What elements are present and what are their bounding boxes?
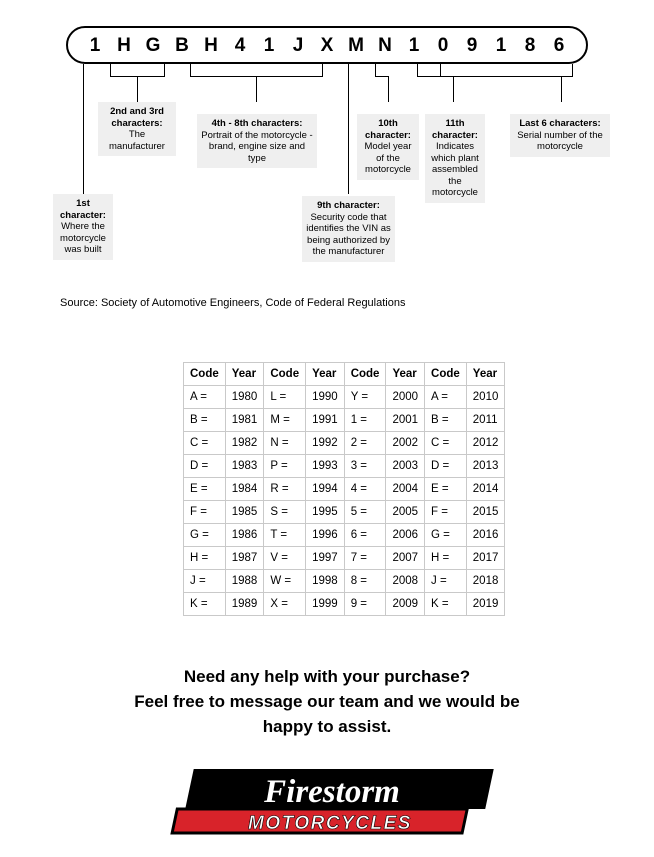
vin-char: H: [117, 34, 131, 56]
note-first-char: [53, 194, 113, 260]
cell-year: 1985: [225, 501, 264, 524]
note-eleventh-char: [425, 114, 485, 203]
cell-year: 2014: [466, 478, 505, 501]
cell-code: E =: [184, 478, 226, 501]
vin-char: G: [145, 34, 161, 56]
cell-code: G =: [184, 524, 226, 547]
cell-year: 1991: [306, 409, 345, 432]
cell-code: 8 =: [344, 570, 386, 593]
cell-year: 1993: [306, 455, 345, 478]
column-header: Year: [386, 363, 425, 386]
cell-year: 2002: [386, 432, 425, 455]
note-body: Security code that identifies the VIN as being authorized by the manufacturer: [306, 211, 391, 257]
cell-year: 2019: [466, 593, 505, 616]
cell-year: 2012: [466, 432, 505, 455]
table-row: [184, 501, 505, 524]
leader-line: [375, 76, 388, 77]
vin-char: 9: [466, 34, 478, 56]
cell-code: E =: [425, 478, 467, 501]
vin-char: 4: [234, 34, 246, 56]
note-tenth-char: [357, 114, 419, 180]
cell-year: 1983: [225, 455, 264, 478]
cell-year: 2004: [386, 478, 425, 501]
cell-code: C =: [184, 432, 226, 455]
cell-code: J =: [425, 570, 467, 593]
leader-line: [190, 64, 191, 76]
logo-graphic: [167, 763, 497, 843]
cell-code: G =: [425, 524, 467, 547]
help-line-1: Need any help with your purchase?: [183, 667, 471, 686]
cell-code: 5 =: [344, 501, 386, 524]
cell-year: 2010: [466, 386, 505, 409]
leader-line: [348, 76, 349, 194]
note-body: Where the motorcycle was built: [60, 221, 106, 255]
cell-year: 2001: [386, 409, 425, 432]
vin-char: H: [204, 34, 218, 56]
cell-year: 1998: [306, 570, 345, 593]
table-header-row: [184, 363, 505, 386]
cell-code: R =: [264, 478, 306, 501]
note-body: Model year of the motorcycle: [364, 141, 412, 175]
cell-code: K =: [425, 593, 467, 616]
cell-year: 1997: [306, 547, 345, 570]
cell-code: S =: [264, 501, 306, 524]
cell-year: 1988: [225, 570, 264, 593]
note-body: Indicates which plant assembled the motorcycle: [431, 141, 479, 198]
cell-year: 2015: [466, 501, 505, 524]
cell-code: F =: [425, 501, 467, 524]
leader-line: [110, 64, 111, 76]
leader-line: [572, 64, 573, 76]
help-line-2: Feel free to message our team and we would be: [134, 692, 520, 711]
note-body: The manufacturer: [109, 129, 165, 152]
vin-char: J: [292, 34, 304, 56]
vin-char: 1: [89, 34, 101, 56]
column-header: Year: [225, 363, 264, 386]
note-body: Serial number of the motorcycle: [517, 129, 603, 152]
leader-line: [83, 76, 84, 194]
leader-line: [322, 64, 323, 76]
cell-year: 2011: [466, 409, 505, 432]
firestorm-motorcycles-logo: [167, 763, 497, 843]
note-title: Last 6 characters:: [519, 118, 601, 129]
column-header: Year: [306, 363, 345, 386]
cell-year: 1980: [225, 386, 264, 409]
column-header: Code: [184, 363, 226, 386]
cell-year: 1986: [225, 524, 264, 547]
column-header: Code: [264, 363, 306, 386]
note-title: 9th character:: [317, 200, 380, 211]
cell-year: 2017: [466, 547, 505, 570]
cell-year: 1996: [306, 524, 345, 547]
cell-year: 2000: [386, 386, 425, 409]
table-row: [184, 547, 505, 570]
cell-code: M =: [264, 409, 306, 432]
cell-year: 1995: [306, 501, 345, 524]
leader-line: [561, 76, 562, 102]
note-title: 10th character:: [365, 118, 411, 141]
cell-year: 1982: [225, 432, 264, 455]
leader-line: [375, 64, 376, 76]
table-row: [184, 455, 505, 478]
cell-code: A =: [425, 386, 467, 409]
leader-line: [440, 76, 573, 77]
cell-code: A =: [184, 386, 226, 409]
vin-char: 1: [495, 34, 507, 56]
cell-code: T =: [264, 524, 306, 547]
column-header: Code: [425, 363, 467, 386]
column-header: Code: [344, 363, 386, 386]
cell-code: 4 =: [344, 478, 386, 501]
cell-code: N =: [264, 432, 306, 455]
cell-code: 6 =: [344, 524, 386, 547]
note-title: 11th character:: [432, 118, 478, 141]
cell-code: C =: [425, 432, 467, 455]
note-title: 4th - 8th characters:: [211, 118, 303, 129]
leader-line: [137, 76, 138, 102]
table-row: [184, 593, 505, 616]
cell-code: 9 =: [344, 593, 386, 616]
cell-year: 2007: [386, 547, 425, 570]
table-row: [184, 432, 505, 455]
leader-line: [256, 76, 257, 102]
cell-code: W =: [264, 570, 306, 593]
leader-line: [348, 64, 349, 76]
cell-code: 3 =: [344, 455, 386, 478]
vin-char: 6: [553, 34, 565, 56]
vin-char: 1: [263, 34, 275, 56]
cell-code: K =: [184, 593, 226, 616]
cell-code: B =: [425, 409, 467, 432]
cell-year: 2013: [466, 455, 505, 478]
cell-year: 2006: [386, 524, 425, 547]
cell-year: 1999: [306, 593, 345, 616]
cell-year: 2003: [386, 455, 425, 478]
cell-year: 2009: [386, 593, 425, 616]
cell-year: 2018: [466, 570, 505, 593]
note-ninth-char: [302, 196, 395, 262]
note-title: 1st character:: [60, 198, 106, 221]
vin-number-strip: [66, 26, 588, 64]
help-message: [0, 664, 654, 739]
source-citation: Source: Society of Automotive Engineers, Code of Federal Regulations: [60, 297, 406, 309]
note-body: Portrait of the motorcycle - brand, engine size and type: [201, 129, 313, 164]
vin-char: B: [175, 34, 189, 56]
vin-char: 1: [408, 34, 420, 56]
cell-year: 1984: [225, 478, 264, 501]
cell-year: 1990: [306, 386, 345, 409]
year-code-table: [183, 362, 505, 616]
cell-code: 1 =: [344, 409, 386, 432]
cell-code: 7 =: [344, 547, 386, 570]
cell-year: 1981: [225, 409, 264, 432]
cell-code: H =: [184, 547, 226, 570]
vin-char: X: [320, 34, 334, 56]
cell-year: 1994: [306, 478, 345, 501]
vin-char: 0: [437, 34, 449, 56]
note-last-six-char: [510, 114, 610, 157]
cell-year: 2016: [466, 524, 505, 547]
vin-char: M: [348, 34, 364, 56]
cell-code: X =: [264, 593, 306, 616]
leader-line: [388, 76, 389, 102]
leader-line: [83, 64, 84, 76]
cell-code: J =: [184, 570, 226, 593]
cell-code: H =: [425, 547, 467, 570]
help-line-3: happy to assist.: [262, 717, 392, 736]
note-fourth-eighth-char: [197, 114, 317, 168]
cell-code: L =: [264, 386, 306, 409]
cell-year: 1989: [225, 593, 264, 616]
cell-year: 2005: [386, 501, 425, 524]
cell-year: 2008: [386, 570, 425, 593]
cell-code: 2 =: [344, 432, 386, 455]
table-row: [184, 478, 505, 501]
cell-code: D =: [184, 455, 226, 478]
table-row: [184, 524, 505, 547]
note-second-third-char: [98, 102, 176, 156]
table-row: [184, 409, 505, 432]
vin-char: N: [378, 34, 392, 56]
cell-code: F =: [184, 501, 226, 524]
vin-char: 8: [524, 34, 536, 56]
logo-primary-text: Firestorm: [264, 774, 400, 810]
cell-code: V =: [264, 547, 306, 570]
cell-code: B =: [184, 409, 226, 432]
cell-code: Y =: [344, 386, 386, 409]
vin-diagram: [0, 0, 654, 300]
leader-line: [453, 76, 454, 102]
cell-code: P =: [264, 455, 306, 478]
cell-year: 1987: [225, 547, 264, 570]
column-header: Year: [466, 363, 505, 386]
leader-line: [417, 64, 418, 76]
table-row: [184, 570, 505, 593]
logo-secondary-text: MOTORCYCLES: [248, 813, 412, 834]
cell-year: 1992: [306, 432, 345, 455]
table-row: [184, 386, 505, 409]
leader-line: [440, 64, 441, 76]
leader-line: [164, 64, 165, 76]
cell-code: D =: [425, 455, 467, 478]
note-title: 2nd and 3rd characters:: [110, 106, 164, 129]
